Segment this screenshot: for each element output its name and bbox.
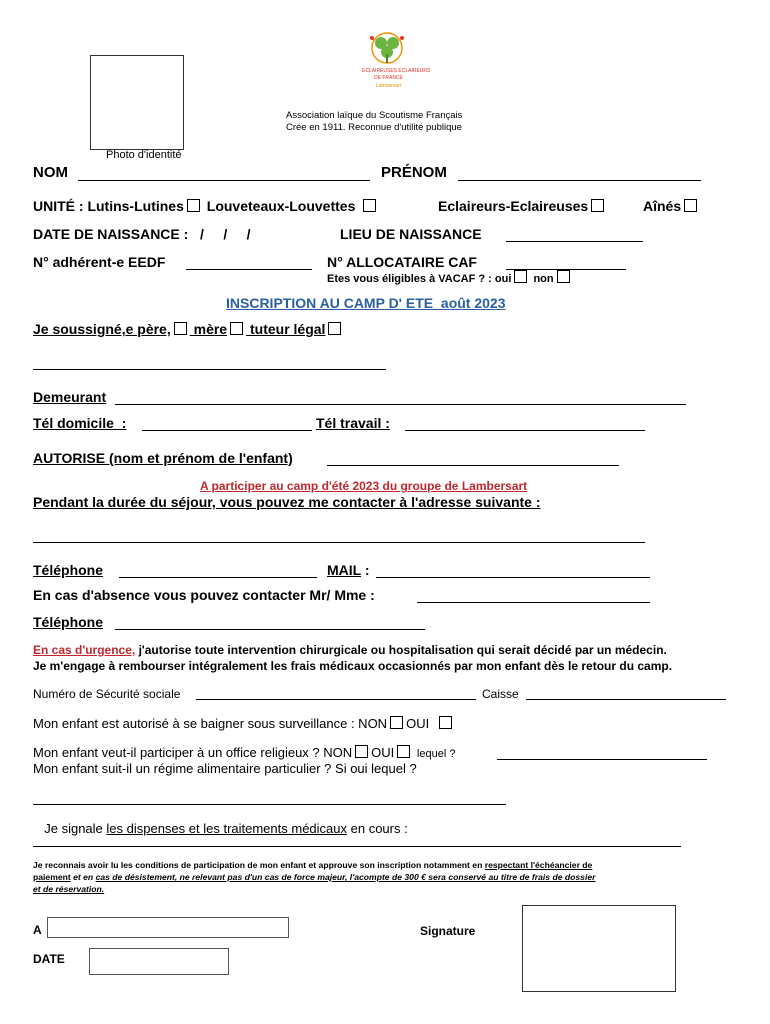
mere-label: mère (193, 321, 228, 337)
conditions-p1u: respectant l'échéancier de (484, 860, 593, 870)
tuteur-checkbox[interactable] (328, 322, 341, 335)
conditions-p2u: paiement (33, 872, 71, 882)
signale-link: les dispenses et les traitements médicaux (106, 821, 348, 836)
eclaireurs-label: Eclaireurs-Eclaireuses (438, 198, 589, 214)
conditions-p1: Je reconnais avoir lu les conditions de participation de mon enfant et approuve son inscription notamment en (33, 860, 485, 870)
urgence-line-2: Je m'engage à rembourser intégralement les frais médicaux occasionnés par mon enfant dès le retour du camp. (33, 659, 673, 673)
urgence-label: En cas d'urgence, (33, 643, 136, 657)
baigner-non-checkbox[interactable] (390, 716, 403, 729)
conditions-p2: et en (70, 872, 96, 882)
vacaf-oui-checkbox[interactable] (514, 270, 527, 283)
telephone-2-field[interactable] (115, 629, 425, 630)
conditions-p2i: cas de désistement, ne relevant pas d'un cas de force majeur, l'acompte de 300 € sera conservé au titre de frais de dossier (95, 872, 596, 882)
soussigne-row (33, 321, 344, 337)
signale-row (37, 806, 408, 836)
date-input[interactable] (89, 948, 229, 975)
section-title: INSCRIPTION AU CAMP D' ETE août 2023 (226, 295, 506, 311)
vacaf-label: Etes vous éligibles à VACAF ? : oui (327, 273, 512, 285)
prenom-field[interactable] (458, 180, 701, 181)
lutins-checkbox[interactable] (187, 199, 200, 212)
lieu-naissance-field[interactable] (506, 241, 643, 242)
nom-label: NOM (33, 164, 68, 181)
louveteaux-label: Louveteaux-Louvettes (206, 198, 356, 214)
religieux-oui-checkbox[interactable] (397, 745, 410, 758)
unite-lutins-label: UNITÉ : Lutins-Lutines (33, 198, 184, 214)
demeurant-label: Demeurant (33, 389, 107, 405)
unite-row-3 (643, 198, 700, 214)
louveteaux-checkbox[interactable] (363, 199, 376, 212)
unite-row (33, 198, 379, 214)
secu-field[interactable] (196, 699, 476, 700)
vacaf-non-label: non (533, 273, 554, 285)
assoc-line-2: Crée en 1911. Reconnue d'utilité publique (286, 122, 462, 133)
logo-text-2: DE FRANCE (374, 75, 403, 81)
participer-text: A participer au camp d'été 2023 du groupe de Lambersart (200, 479, 528, 493)
assoc-line-1: Association laïque du Scoutisme Français (286, 110, 463, 121)
tel-domicile-label: Tél domicile : (33, 415, 127, 431)
enfant-name-field[interactable] (327, 465, 619, 466)
mail-field[interactable] (376, 577, 650, 578)
eclaireurs-checkbox[interactable] (591, 199, 604, 212)
vacaf-row (327, 270, 573, 285)
lieu-signature-input[interactable] (47, 917, 289, 938)
religieux-row (33, 745, 455, 760)
photo-box (90, 55, 184, 150)
mail-row (327, 562, 370, 578)
caisse-field[interactable] (526, 699, 726, 700)
nom-field[interactable] (78, 180, 370, 181)
pere-checkbox[interactable] (174, 322, 187, 335)
a-label: A (33, 923, 42, 937)
baigner-row (33, 716, 455, 731)
logo-text-3: Lambersart (376, 83, 402, 89)
mere-checkbox[interactable] (230, 322, 243, 335)
tel-domicile-field[interactable] (142, 430, 312, 431)
absence-label: En cas d'absence vous pouvez contacter Mr/ Mme : (33, 587, 375, 603)
demeurant-field[interactable] (115, 404, 686, 405)
urgence-text-1: j'autorise toute intervention chirurgicale ou hospitalisation qui serait décidé par un médecin. (135, 643, 667, 657)
regime-field[interactable] (33, 804, 506, 805)
religieux-label: Mon enfant veut-il participer à un office religieux ? NON (33, 745, 353, 760)
eedf-logo (352, 28, 431, 98)
conditions-line-2 (33, 872, 595, 882)
mail-label: MAIL (327, 562, 361, 578)
telephone-2-label: Téléphone (33, 614, 104, 630)
unite-row-2 (438, 198, 607, 214)
lieu-naissance-label: LIEU DE NAISSANCE (340, 226, 482, 242)
telephone-1-label: Téléphone (33, 562, 104, 578)
caisse-label: Caisse (482, 687, 519, 701)
adresse-sejour-field[interactable] (33, 542, 645, 543)
soussigne-label: Je soussigné,e père, (33, 321, 171, 337)
conditions-line-3: et de réservation. (33, 884, 105, 894)
aines-checkbox[interactable] (684, 199, 697, 212)
tel-travail-label: Tél travail : (316, 415, 390, 431)
prenom-label: PRÉNOM (381, 164, 447, 181)
photo-label: Photo d'identité (106, 149, 182, 161)
lequel-label: lequel ? (416, 748, 456, 760)
signale-pre: Je signale (44, 821, 107, 836)
signature-label: Signature (420, 924, 476, 938)
religieux-oui-label: OUI (371, 745, 395, 760)
date-naissance-label: DATE DE NAISSANCE : / / / (33, 226, 251, 242)
secu-label: Numéro de Sécurité sociale (33, 687, 181, 701)
regime-label: Mon enfant suit-il un régime alimentaire particulier ? Si oui lequel ? (33, 761, 417, 776)
signature-box[interactable] (522, 905, 676, 992)
baigner-oui-label: OUI (406, 716, 430, 731)
adherent-label: N° adhérent-e EEDF (33, 254, 166, 270)
traitements-field[interactable] (33, 846, 681, 847)
vacaf-non-checkbox[interactable] (557, 270, 570, 283)
baigner-oui-checkbox[interactable] (439, 716, 452, 729)
lequel-field[interactable] (497, 759, 707, 760)
signale-post: en cours : (347, 821, 408, 836)
mail-colon: : (364, 562, 370, 578)
tel-travail-field[interactable] (405, 430, 645, 431)
absence-contact-field[interactable] (417, 602, 650, 603)
telephone-1-field[interactable] (119, 577, 317, 578)
adherent-field[interactable] (186, 269, 312, 270)
baigner-label: Mon enfant est autorisé à se baigner sous surveillance : NON (33, 716, 388, 731)
allocataire-label: N° ALLOCATAIRE CAF (327, 254, 477, 270)
aines-label: Aînés (643, 198, 682, 214)
parent-name-field[interactable] (33, 369, 386, 370)
date-label: DATE (33, 952, 65, 966)
religieux-non-checkbox[interactable] (355, 745, 368, 758)
urgence-line-1 (33, 643, 667, 657)
logo-text-1: ECLAIREUSES ECLAIREURS (362, 68, 431, 74)
pendant-text: Pendant la durée du séjour, vous pouvez me contacter à l'adresse suivante : (33, 494, 541, 510)
conditions-line-1 (33, 860, 592, 870)
tuteur-label: tuteur légal (249, 321, 326, 337)
autorise-label: AUTORISE (nom et prénom de l'enfant) (33, 450, 293, 466)
